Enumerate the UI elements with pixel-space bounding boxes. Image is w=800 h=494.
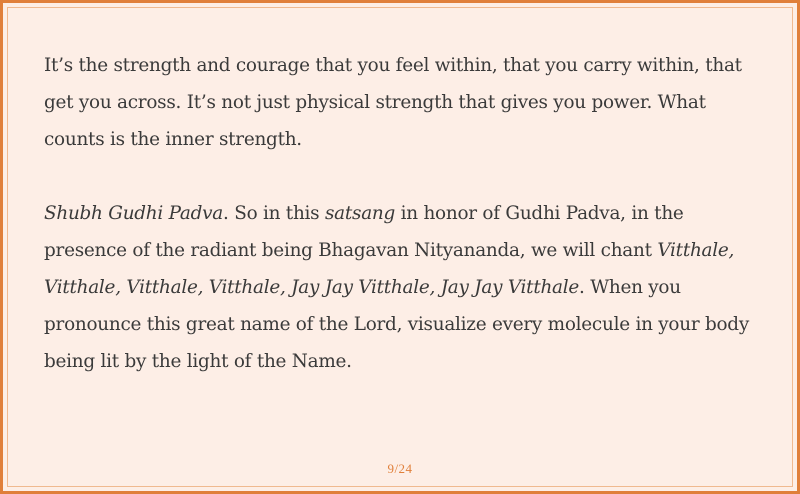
page-number: 9/24 [387,461,413,476]
paragraph-2-part-2: in honor of Gudhi Padva, in the presence of the radiant being Bhagavan Nityananda, we will chant [44,203,684,261]
paragraph-2-part-3: . When you pronounce this great name of the Lord, visualize every molecule in your body being lit by the light of the Name. [44,277,749,372]
satsang-italic: satsang [324,203,396,224]
paragraph-2-part-1: . So in this [223,203,325,224]
body-text [44,47,764,417]
paragraph-2 [44,195,764,380]
chant-italic: Vitthale, Vitthale, Vitthale, Vitthale, Jay Jay Vitthale, Jay Jay Vitthale [44,240,735,298]
greeting-italic: Shubh Gudhi Padva [44,203,224,224]
paragraph-1 [44,47,764,158]
paragraph-1-text: It’s the strength and courage that you feel within, that you carry within, that get you across. It’s not just physical strength that gives you power. What counts is the inner strength. [44,55,742,150]
